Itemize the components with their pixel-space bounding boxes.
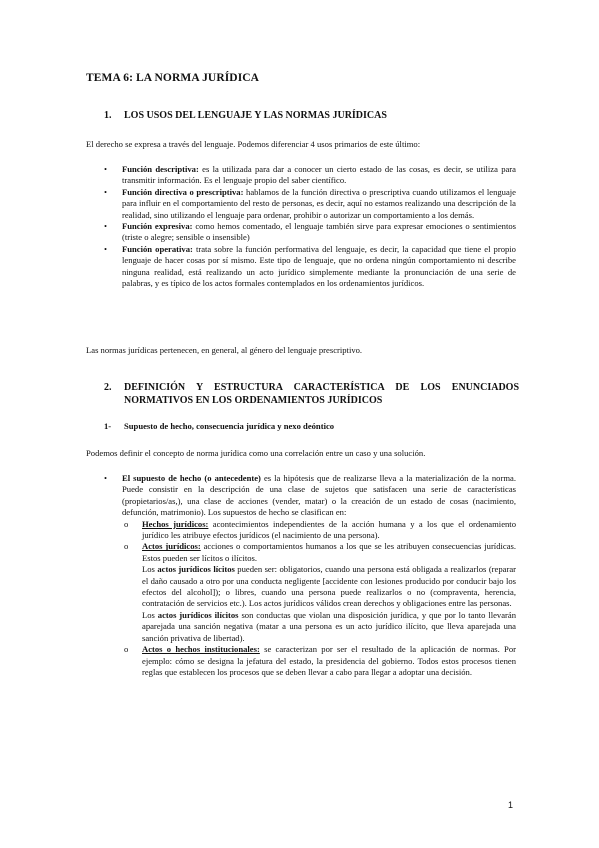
section-title: LOS USOS DEL LENGUAJE Y LAS NORMAS JURÍDICAS bbox=[124, 110, 387, 121]
bullet-icon: • bbox=[104, 221, 108, 232]
term: Función directiva o prescriptiva: bbox=[122, 186, 244, 197]
list-item bbox=[104, 244, 516, 290]
text: Los bbox=[142, 564, 158, 575]
section-number: 2. bbox=[104, 382, 112, 393]
section-number: 1. bbox=[104, 110, 112, 121]
term: Función descriptiva: bbox=[122, 164, 199, 174]
bullet-list-supuesto bbox=[104, 473, 516, 678]
definition: trata sobre la función performativa del lenguaje, es decir, la capacidad que tiene el propio lenguaje de hacer cosas por sí mismo. Este tipo de lenguaje, que no ordena ningún comportamiento ni describe ninguna realidad, está realizando un acto jurídico simplemente mediante la pronunciación de una serie de palabras, y es típico de los actos formales contemplados en los ordenamientos jurídicos. bbox=[122, 243, 516, 289]
circle-bullet-icon: o bbox=[124, 518, 129, 529]
text: Los bbox=[142, 609, 158, 620]
circle-bullet-icon: o bbox=[124, 644, 129, 655]
subsection-number: 1- bbox=[104, 421, 112, 431]
sub-list-item bbox=[122, 519, 516, 542]
term: Función expresiva: bbox=[122, 221, 193, 232]
term: El supuesto de hecho (o antecedente) bbox=[122, 473, 261, 483]
sub-list bbox=[122, 519, 516, 679]
list-item bbox=[104, 473, 516, 678]
definition: hablamos de la función directiva o prescriptiva cuando utilizamos el lenguaje para influir en el comportamiento del resto de personas, es decir, aquí no estamos realizando una descripción de la realidad, sino utilizando el lenguaje para ordenar, prohibir o autorizar un comportamiento a los demás. bbox=[122, 186, 516, 220]
definition: se caracterizan por ser el resultado de la aplicación de normas. Por ejemplo: cómo se designa la jefatura del estado, la presidencia del gobierno. Todos estos procesos tienen reglas que establecen los procesos que se deben llevar a cabo para llegar a adoptar una decisión. bbox=[142, 644, 516, 677]
term: actos jurídicos ilícitos bbox=[157, 609, 239, 620]
paragraph: El derecho se expresa a través del lenguaje. Podemos diferenciar 4 usos primarios de este último: bbox=[86, 139, 421, 149]
list-item bbox=[104, 187, 516, 221]
definition: son conductas que violan una disposición jurídica, y que por lo tanto llevarán aparejada una sanción negativa (matar a una persona es un acto jurídico ilícito, que lleva aparejada una sanción privativa de libertad). bbox=[142, 609, 517, 643]
term: Actos o hechos institucionales: bbox=[142, 644, 260, 655]
sub-list-item bbox=[122, 541, 516, 644]
bullet-icon: • bbox=[104, 473, 108, 483]
bullet-icon: • bbox=[104, 186, 108, 197]
definition: como hemos comentado, el lenguaje también sirve para expresar emociones o sentimientos (triste o alegre; sensible o insensible) bbox=[122, 221, 516, 243]
term: actos jurídicos lícitos bbox=[157, 564, 235, 575]
list-item bbox=[104, 164, 516, 187]
circle-bullet-icon: o bbox=[124, 541, 129, 552]
term: Actos jurídicos: bbox=[142, 541, 201, 552]
definition: pueden ser: obligatorios, cuando una persona está obligada a realizarlos (reparar el daño causado a otro por una conducta negligente [accidente con lesiones producido por conducir bajo los efectos del alcohol]); o libres, cuando una persona puede realizarlos o no (compraventa, herencia, contratación de servicios etc.). Los actos jurídicos válidos crean derechos y obligaciones entre las personas. bbox=[142, 564, 517, 609]
bullet-icon: • bbox=[104, 243, 108, 254]
page-title: TEMA 6: LA NORMA JURÍDICA bbox=[86, 72, 260, 84]
term: Función operativa: bbox=[122, 243, 193, 254]
bullet-icon: • bbox=[104, 164, 108, 174]
sub-list-item bbox=[122, 644, 516, 678]
definition: es la hipótesis que de realizarse lleva a la materialización de la norma. Puede consistir en la descripción de una clase de sujetos que satisfacen una serie de características (propietarios/as,), una clase de acciones (vender, matar) o la creación de un estado de cosas (nacimiento, defunción, matrimonio). Los supuestos de hecho se clasifican en: bbox=[122, 473, 516, 518]
paragraph: Podemos definir el concepto de norma jurídica como una correlación entre un caso y una solución. bbox=[86, 448, 426, 458]
list-item bbox=[104, 221, 516, 244]
subsection-title: Supuesto de hecho, consecuencia jurídica y nexo deóntico bbox=[124, 421, 335, 431]
definition: acontecimientos independientes de la acción humana y a los que el ordenamiento jurídico les atribuye efectos jurídicos (el nacimiento de una persona). bbox=[142, 518, 516, 541]
section-title: DEFINICIÓN Y ESTRUCTURA CARACTERÍSTICA DE LOS ENUNCIADOS NORMATIVOS EN LOS ORDENAMIENTOS JURÍDICOS bbox=[124, 382, 519, 406]
subsection-heading bbox=[104, 421, 334, 431]
definition: es la utilizada para dar a conocer un cierto estado de las cosas, es decir, se utiliza para transmitir información. Es el lenguaje propio del saber científico. bbox=[122, 164, 516, 186]
bullet-list-functions bbox=[104, 164, 516, 289]
paragraph: Las normas jurídicas pertenecen, en general, al género del lenguaje prescriptivo. bbox=[86, 345, 363, 355]
page-number: 1 bbox=[507, 800, 513, 810]
section-2-heading bbox=[104, 382, 519, 407]
definition: acciones o comportamientos humanos a los que se les atribuyen consecuencias jurídicas. Estos pueden ser lícitos o ilícitos. bbox=[142, 541, 516, 563]
section-1-heading bbox=[104, 110, 519, 123]
term: Hechos jurídicos: bbox=[142, 518, 209, 529]
